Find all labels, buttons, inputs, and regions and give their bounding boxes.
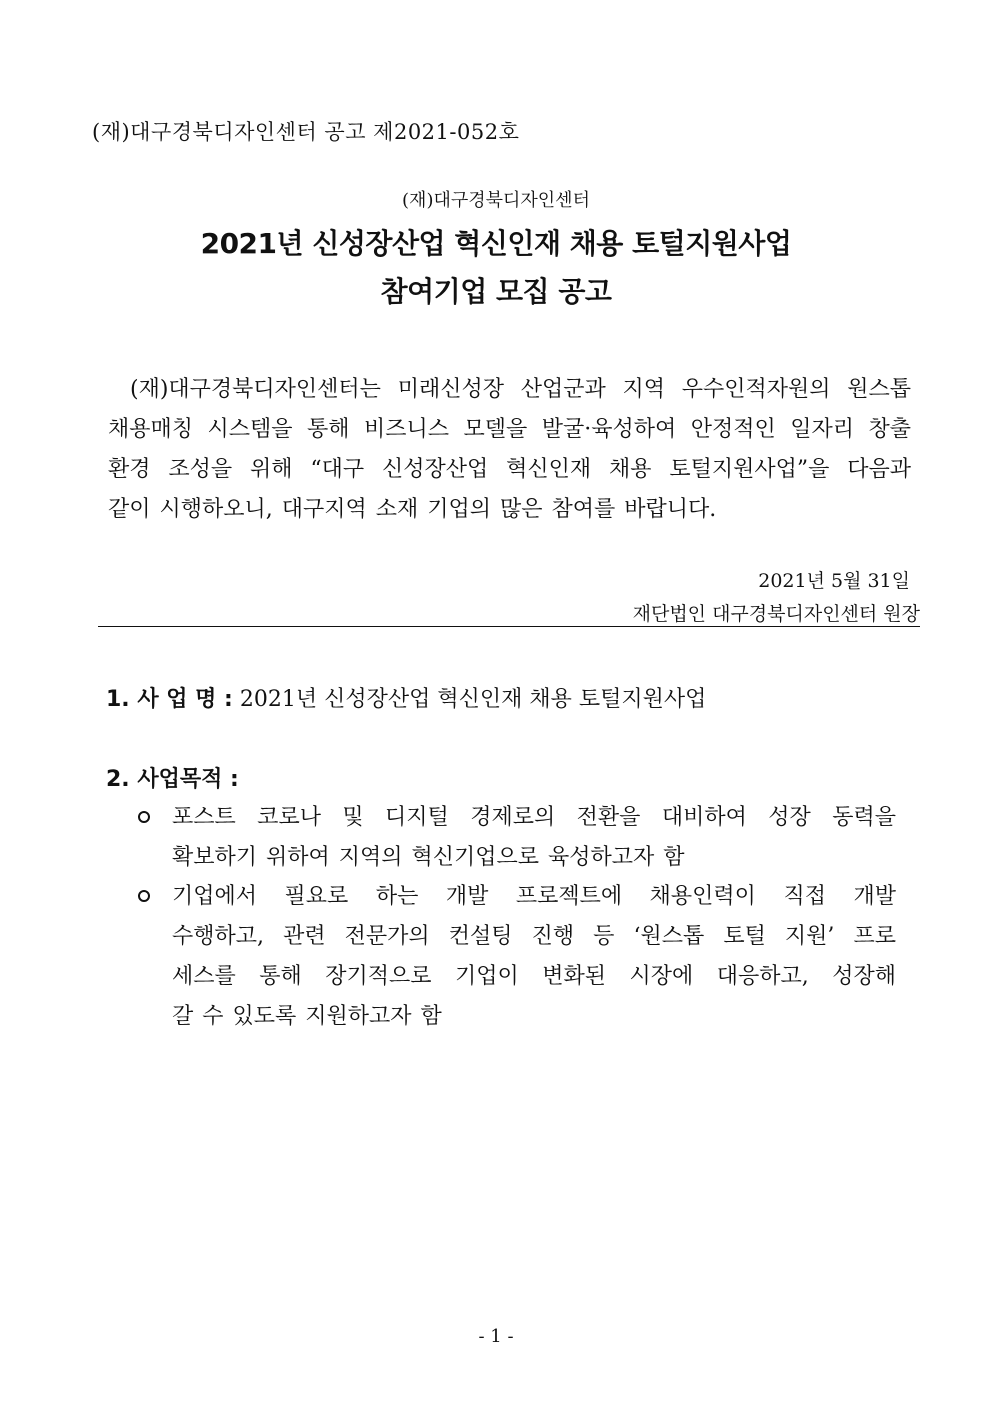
intro-line: 환경 조성을 위해 “대구 신성장산업 혁신인재 채용 토털지원사업”을 다음과	[108, 457, 911, 482]
intro-line: (재)대구경북디자인센터는 미래신성장 산업군과 지역 우수인적자원의 원스톱	[130, 377, 911, 402]
bullet-line: 확보하기 위하여 지역의 혁신기업으로 육성하고자 함	[172, 845, 685, 870]
divider-rule	[98, 626, 920, 627]
section-project-purpose	[106, 762, 239, 793]
intro-line: 같이 시행하오니, 대구지역 소재 기업의 많은 참여를 바랍니다.	[108, 497, 717, 522]
bullet-line: 포스트 코로나 및 디지털 경제로의 전환을 대비하여 성장 동력을	[172, 805, 896, 830]
notice-date: 2021년 5월 31일	[758, 570, 910, 592]
bullet-line: 수행하고, 관련 전문가의 컨설팅 진행 등 ‘원스톱 토털 지원’ 프로	[172, 924, 896, 949]
issuer-name: 재단법인 대구경북디자인센터 원장	[632, 603, 920, 625]
document-title-line-2: 참여기업 모집 공고	[380, 275, 612, 308]
document-title-line-1: 2021년 신성장산업 혁신인재 채용 토털지원사업	[200, 227, 792, 260]
bullet-line: 갈 수 있도록 지원하고자 함	[172, 1004, 442, 1029]
section-label: 2. 사업목적 :	[106, 767, 239, 792]
section-project-name	[106, 682, 706, 713]
bullet-line: 세스를 통해 장기적으로 기업이 변화된 시장에 대응하고, 성장해	[172, 964, 896, 989]
intro-line: 채용매칭 시스템을 통해 비즈니스 모델을 발굴·육성하여 안정적인 일자리 창출	[108, 417, 911, 442]
section-value: 2021년 신성장산업 혁신인재 채용 토털지원사업	[239, 687, 707, 712]
section-label: 1. 사 업 명 :	[106, 687, 233, 712]
circle-bullet-icon	[138, 890, 150, 902]
notice-number: (재)대구경북디자인센터 공고 제2021-052호	[92, 120, 520, 144]
bullet-line: 기업에서 필요로 하는 개발 프로젝트에 채용인력이 직접 개발	[172, 884, 896, 909]
page-number: - 1 -	[478, 1326, 514, 1347]
circle-bullet-icon	[138, 811, 150, 823]
organization-name: (재)대구경북디자인센터	[402, 190, 590, 211]
